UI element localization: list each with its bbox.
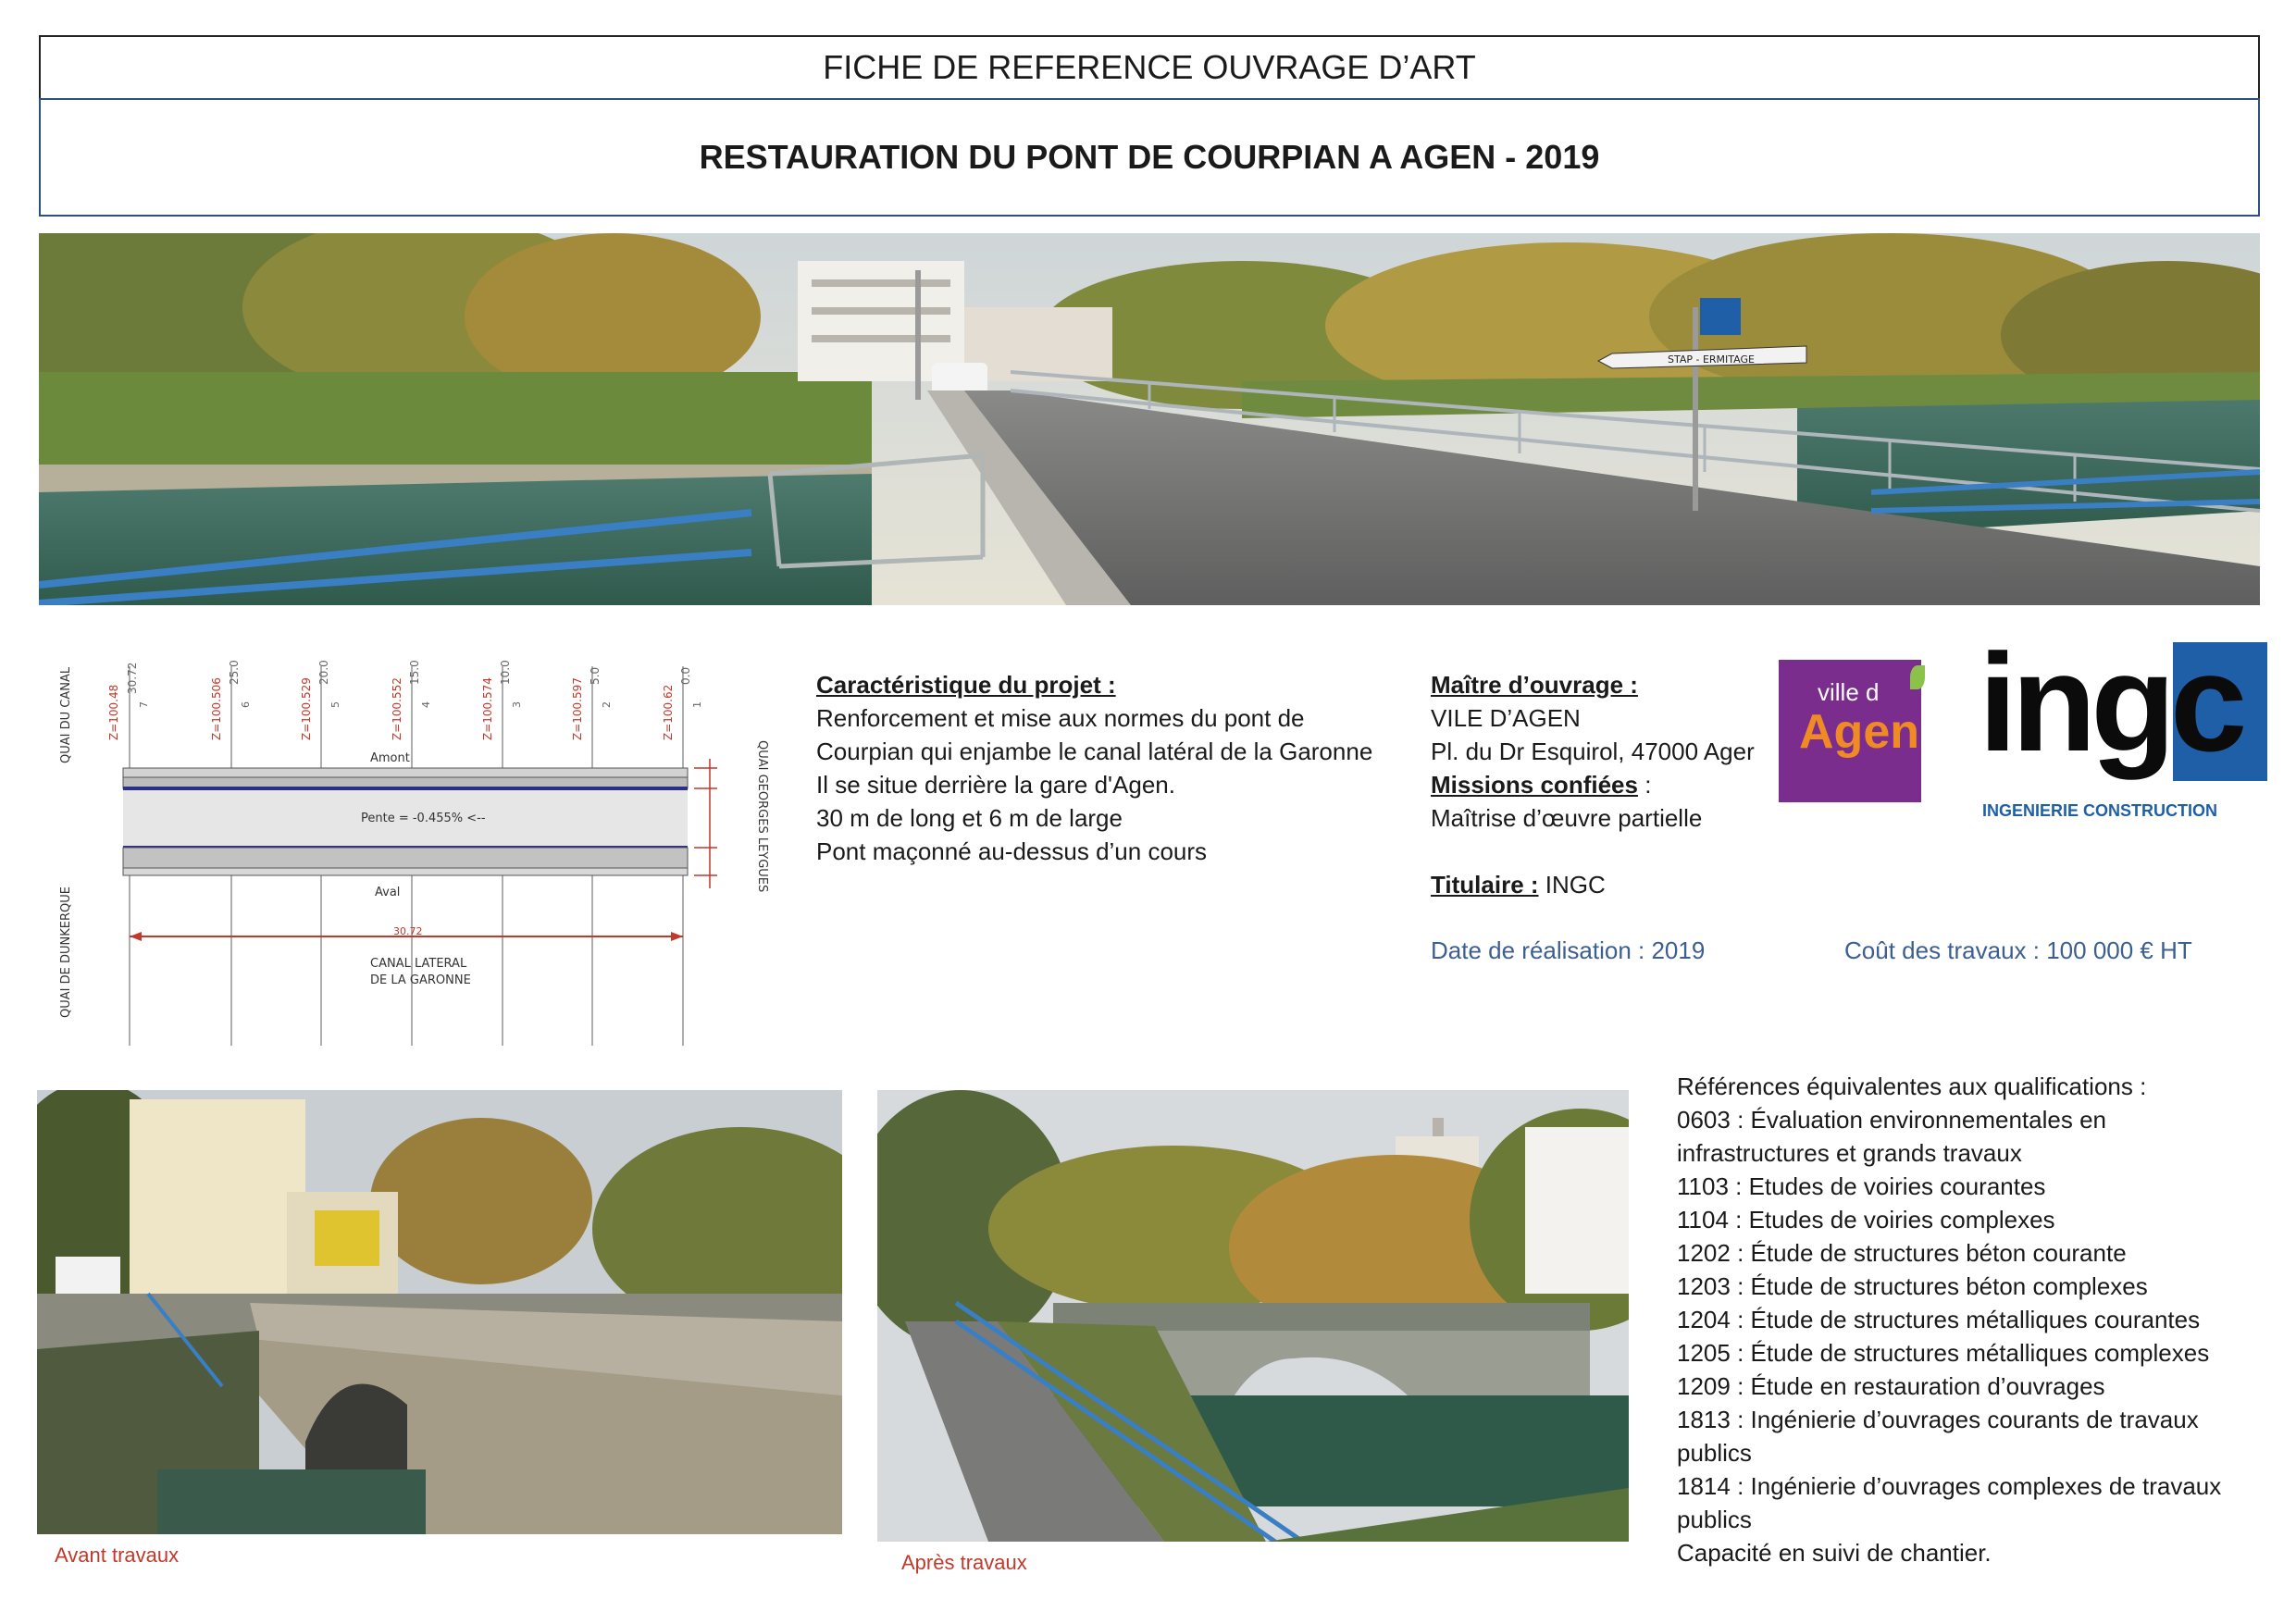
project-line: 30 m de long et 6 m de large xyxy=(816,804,1123,832)
panorama-sign-text: STAP - ERMITAGE xyxy=(1668,353,1755,366)
plan-label-quai-canal: QUAI DU CANAL xyxy=(59,666,73,763)
project-title: RESTAURATION DU PONT DE COURPIAN A AGEN - 2019 xyxy=(39,98,2260,217)
agen-logo-line2: Agen xyxy=(1799,705,1919,759)
titulaire-row xyxy=(1431,868,1792,901)
owner-heading: Maître d’ouvrage : xyxy=(1431,671,1638,699)
plan-profile-number: 1 xyxy=(691,701,703,708)
bridge-plan-drawing xyxy=(51,638,773,1046)
ingc-logo-wordmark: ingc xyxy=(1979,625,2242,780)
plan-profile-number: 3 xyxy=(511,701,523,708)
project-line: Renforcement et mise aux normes du pont de xyxy=(816,704,1305,732)
project-heading: Caractéristique du projet : xyxy=(816,671,1116,699)
titulaire-value: INGC xyxy=(1538,871,1606,899)
reference-line: 1209 : Étude en restauration d’ouvrages xyxy=(1677,1372,2105,1400)
project-line: Courpian qui enjambe le canal latéral de la Garonne xyxy=(816,738,1373,765)
reference-line: publics xyxy=(1677,1439,1752,1467)
missions-row xyxy=(1431,768,1792,801)
after-caption: Après travaux xyxy=(901,1551,1027,1574)
before-caption: Avant travaux xyxy=(55,1543,180,1567)
completion-date: Date de réalisation : 2019 xyxy=(1431,936,1706,964)
agen-logo-leaf xyxy=(1910,665,1925,689)
plan-chainage: 15.0 xyxy=(408,660,421,685)
plan-profile-number: 5 xyxy=(329,701,341,708)
plan-z-value: Z=100.552 xyxy=(391,677,403,740)
owner-block xyxy=(1431,668,1792,901)
plan-z-value: Z=100.48 xyxy=(107,684,120,740)
plan-profile-number: 7 xyxy=(138,701,150,708)
panorama-photo xyxy=(39,233,2260,605)
reference-line: 1202 : Étude de structures béton courante xyxy=(1677,1239,2127,1267)
plan-canal-label-1: CANAL LATERAL xyxy=(370,957,467,971)
reference-line: 1204 : Étude de structures métalliques courantes xyxy=(1677,1306,2201,1333)
plan-label-quai-leygues: QUAI GEORGES LEYGUES xyxy=(755,740,769,893)
plan-z-value: Z=100.597 xyxy=(571,677,584,740)
reference-line: publics xyxy=(1677,1506,1752,1533)
document-title: FICHE DE REFERENCE OUVRAGE D’ART xyxy=(39,35,2260,100)
owner-address: Pl. du Dr Esquirol, 47000 Ager xyxy=(1431,738,1755,765)
plan-chainage: 5.0 xyxy=(589,666,602,685)
references-heading: Références équivalentes aux qualifications : xyxy=(1677,1072,2147,1100)
agen-logo-line1: ville d xyxy=(1818,678,1880,706)
reference-line: 1104 : Etudes de voiries complexes xyxy=(1677,1206,2055,1233)
plan-profile-number: 6 xyxy=(240,701,252,708)
reference-line: Capacité en suivi de chantier. xyxy=(1677,1539,1992,1567)
plan-length: 30.72 xyxy=(393,925,423,937)
plan-chainage: 10.0 xyxy=(499,660,512,685)
after-works-photo xyxy=(877,1090,1629,1542)
agen-logo xyxy=(1779,660,1921,802)
plan-z-value: Z=100.574 xyxy=(481,677,494,740)
plan-z-value: Z=100.529 xyxy=(300,677,313,740)
missions-heading: Missions confiées xyxy=(1431,771,1638,799)
missions-colon: : xyxy=(1637,771,1652,799)
reference-line: 0603 : Évaluation environnementales en xyxy=(1677,1106,2106,1134)
plan-chainage: 20.0 xyxy=(317,660,330,685)
missions-value: Maîtrise d’œuvre partielle xyxy=(1431,804,1703,832)
plan-chainage: 30.72 xyxy=(126,662,139,694)
works-cost: Coût des travaux : 100 000 € HT xyxy=(1844,936,2192,964)
qualification-references xyxy=(1677,1070,2269,1569)
plan-profile-number: 2 xyxy=(601,701,613,708)
plan-aval-label: Aval xyxy=(375,886,401,899)
project-line: Il se situe derrière la gare d'Agen. xyxy=(816,771,1175,799)
project-characteristics xyxy=(816,668,1427,868)
plan-label-quai-dunkerque: QUAI DE DUNKERQUE xyxy=(59,886,73,1018)
reference-line: 1205 : Étude de structures métalliques complexes xyxy=(1677,1339,2210,1367)
plan-chainage: 25.0 xyxy=(228,660,241,685)
plan-chainage: 0.0 xyxy=(679,666,692,685)
plan-slope-label: Pente = -0.455% <-- xyxy=(361,812,486,825)
before-works-photo xyxy=(37,1090,842,1534)
plan-z-value: Z=100.506 xyxy=(210,677,223,740)
reference-line: 1813 : Ingénierie d’ouvrages courants de travaux xyxy=(1677,1406,2199,1433)
ingc-logo-tagline: INGENIERIE CONSTRUCTION xyxy=(1982,801,2218,820)
ingc-logo xyxy=(1979,625,2267,824)
owner-name: VILE D’AGEN xyxy=(1431,704,1581,732)
project-line: Pont maçonné au-dessus d’un cours xyxy=(816,837,1208,865)
plan-canal-label-2: DE LA GARONNE xyxy=(370,973,471,987)
reference-line: infrastructures et grands travaux xyxy=(1677,1139,2022,1167)
reference-line: 1103 : Etudes de voiries courantes xyxy=(1677,1172,2046,1200)
plan-profile-number: 4 xyxy=(420,701,432,708)
reference-line: 1814 : Ingénierie d’ouvrages complexes de travaux xyxy=(1677,1472,2222,1500)
reference-line: 1203 : Étude de structures béton complexes xyxy=(1677,1272,2148,1300)
titulaire-heading: Titulaire : xyxy=(1431,871,1539,899)
plan-amont-label: Amont xyxy=(370,751,410,765)
plan-z-value: Z=100.62 xyxy=(662,684,675,740)
